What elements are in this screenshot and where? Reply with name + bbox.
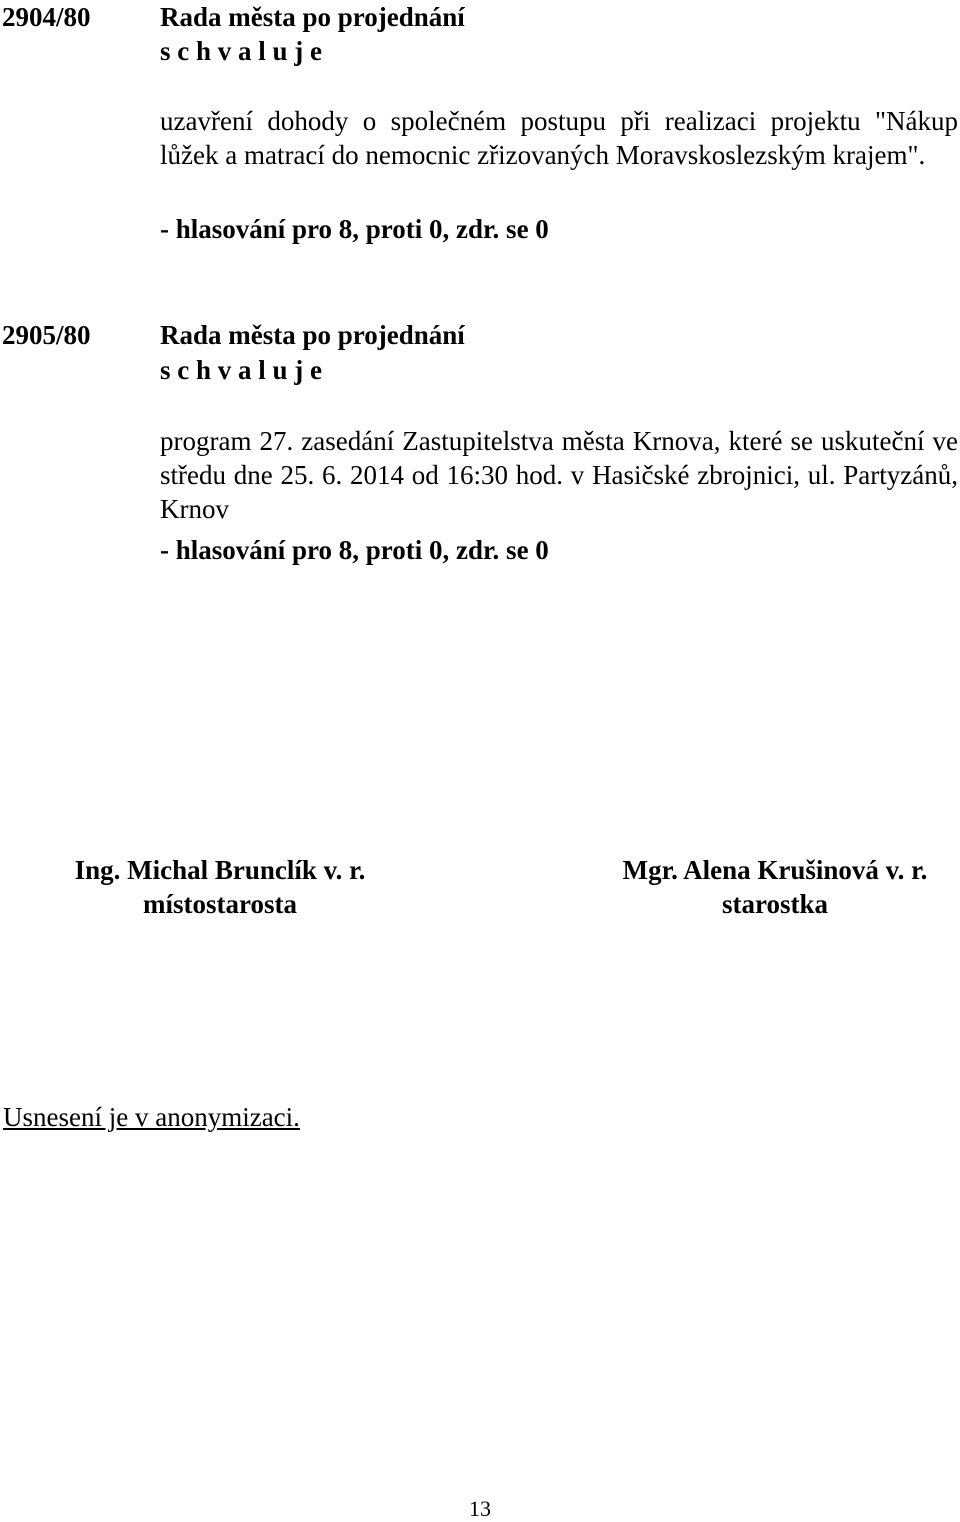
signature-right xyxy=(575,853,960,921)
resolution-heading: Rada města po projednání xyxy=(160,320,465,350)
resolution-heading: Rada města po projednání xyxy=(160,2,465,32)
resolution-verb: s c h v a l u j e xyxy=(160,355,322,385)
signature-left xyxy=(30,853,410,921)
resolution-number: 2905/80 xyxy=(2,320,91,350)
signature-role: místostarosta xyxy=(143,889,297,919)
signature-name: Mgr. Alena Krušinová v. r. xyxy=(622,855,928,885)
signature-name: Ing. Michal Brunclík v. r. xyxy=(74,855,366,885)
resolution-text: program 27. zasedání Zastupitelstva města Krnova, které se uskuteční ve středu dne 25. 6. 2014 od 16:30 hod. v Hasičské zbrojnici, ul. Partyzánů, Krnov xyxy=(160,426,958,524)
resolution-vote: - hlasování pro 8, proti 0, zdr. se 0 xyxy=(160,535,549,565)
page-number: 13 xyxy=(469,1496,491,1521)
signature-role: starostka xyxy=(721,889,828,919)
resolution-vote: - hlasování pro 8, proti 0, zdr. se 0 xyxy=(160,214,549,244)
anonymization-note: Usnesení je v anonymizaci. xyxy=(3,1102,300,1132)
resolution-text: uzavření dohody o společném postupu při realizaci projektu "Nákup lůžek a matrací do nemocnic zřizovaných Moravskoslezským krajem". xyxy=(160,106,958,170)
resolution-verb: s c h v a l u j e xyxy=(160,36,322,66)
resolution-number: 2904/80 xyxy=(2,2,91,32)
